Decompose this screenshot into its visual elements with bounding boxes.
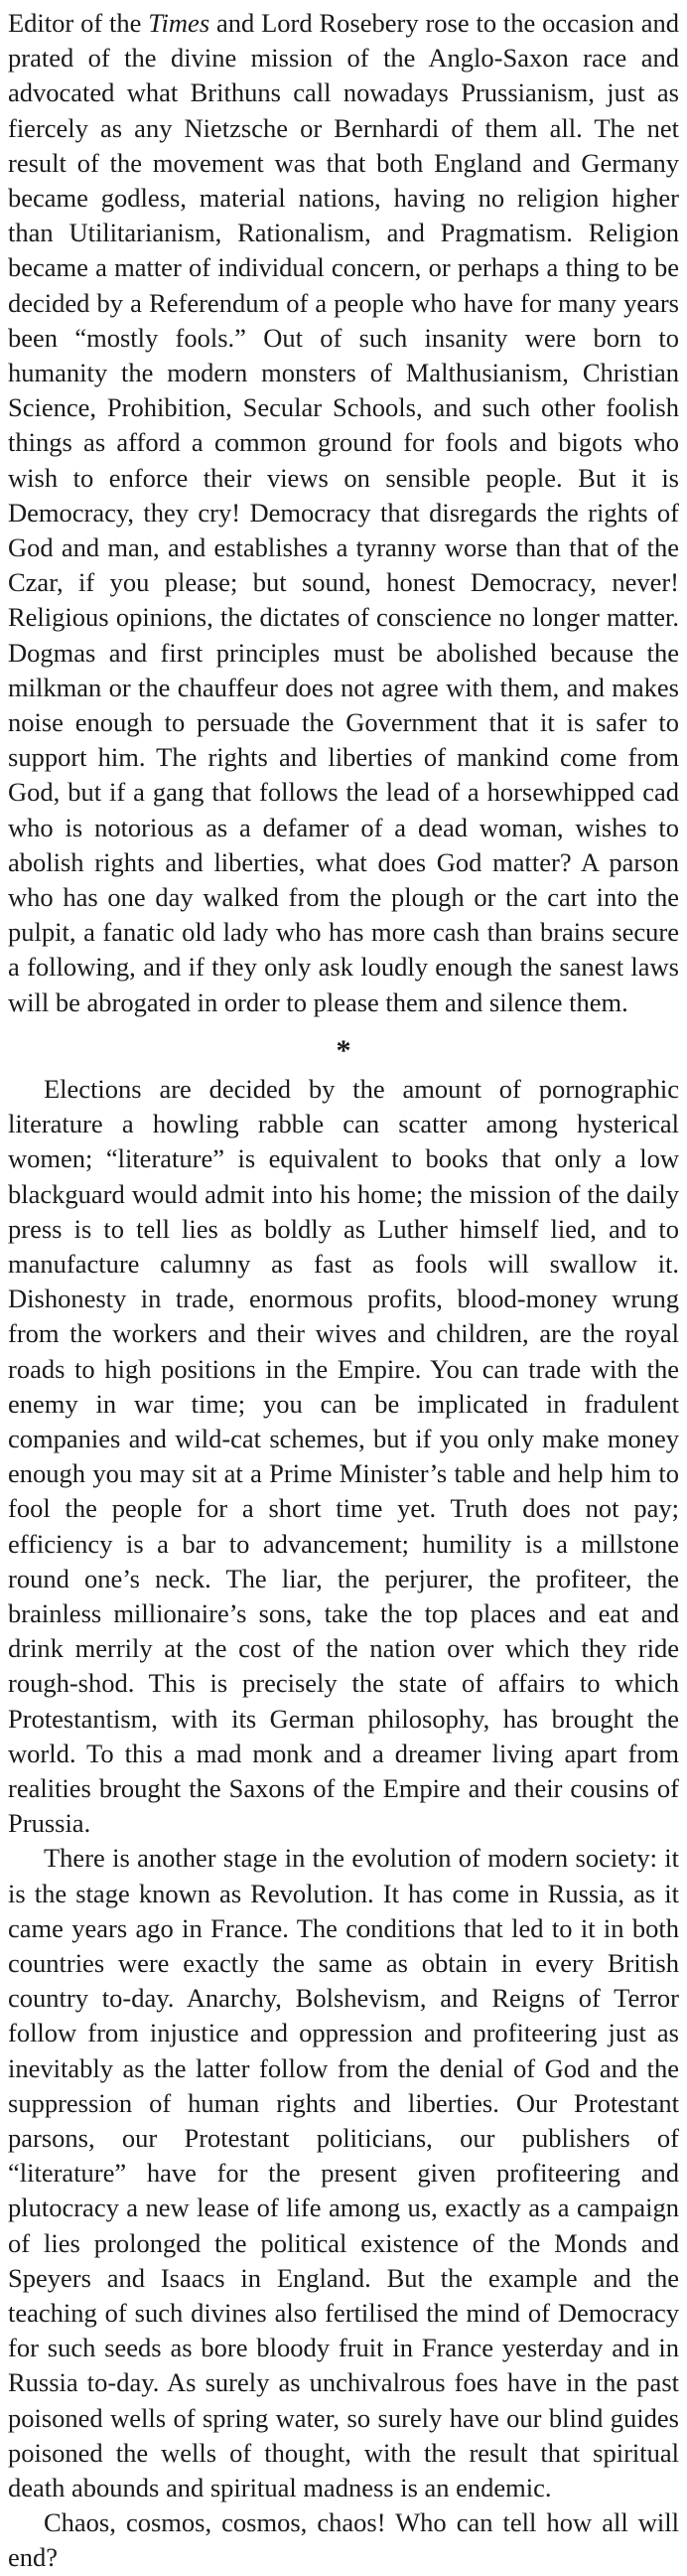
section-separator: * [336, 1033, 351, 1067]
paragraph-1-start: Editor of the [8, 8, 149, 38]
paragraph-3: There is another stage in the evolution of modern society: it is the stage known as Revolution. It has come in Russia, as it came years ago in France. The conditions that led to it in both countries were exactly the same as obtain in every British country to-day. Anarchy, Bolshevism, and Reigns of Terror follow from injustice and oppression and profiteering just as inevitably as the latter follow from the denial of God and the suppression of human rights and liberties. Our Protestant parsons, our Protestant politicians, our publishers of “literature” have for the present given profiteering and plutocracy a new lease of life among us, exactly as a campaign of lies prolonged the political existence of the Monds and Speyers and Isaacs in England. But the example and the teaching of such divines also fertilised the mind of Democracy for such seeds as bore bloody fruit in France yesterday and in Russia to-day. As surely as unchivalrous foes have in the past poisoned wells of spring water, so surely have our blind guides poisoned the wells of thought, with the result that spiritual death abounds and spiritual madness is an endemic. [8, 1843, 679, 2503]
spacer [8, 1020, 679, 1026]
paragraph-1 [8, 6, 679, 1020]
paragraph-4: Chaos, cosmos, cosmos, chaos! Who can tell how all will end? [8, 2507, 679, 2573]
times-title: Times [148, 8, 210, 38]
paragraph-2: Elections are decided by the amount of pornographic literature a howling rabble can scatter among hysterical women; “literature” is equivalent to books that only a low blackguard would admit into his home; the mission of the daily press is to tell lies as boldly as Luther himself lied, and to manufacture calumny as fast as fools will swallow it. Dishonesty in trade, enormous profits, blood-money wrung from the workers and their wives and children, are the royal roads to high positions in the Empire. You can trade with the enemy in war time; you can be implicated in fradulent companies and wild-cat schemes, but if you only make money enough you may sit at a Prime Minister’s table and help him to fool the people for a short time yet. Truth does not pay; efficiency is a bar to advancement; humility is a millstone round one’s neck. The liar, the perjurer, the profiteer, the brainless millionaire’s sons, take the top places and eat and drink merrily at the cost of the nation over which they ride rough-shod. This is precisely the state of affairs to which Protestantism, with its German philosophy, has brought the world. To this a mad monk and a dreamer living apart from realities brought the Saxons of the Empire and their cousins of Prussia. [8, 1073, 679, 1839]
paragraph-1-rest: and Lord Rosebery rose to the occasion and prated of the divine mission of the Anglo-Saxon race and advocated what Brithuns call nowadays Prussianism, just as fiercely as any Nietzsche or Bernhardi of them all. The net result of the movement was that both England and Germany became godless, material nations, having no religion higher than Utilitarianism, Rationalism, and Pragmatism. Religion became a matter of individual concern, or perhaps a thing to be decided by a Referendum of a people who have for many years been “mostly fools.” Out of such insanity were born to humanity the modern monsters of Malthusianism, Christian Science, Prohibition, Secular Schools, and such other foolish things as afford a common ground for fools and bigots who wish to enforce their views on sensible people. But it is Democracy, they cry! Democracy that disregards the rights of God and man, and establishes a tyranny worse than that of the Czar, if you please; but sound, honest Democracy, never! Religious opinions, the dictates of conscience no longer matter. Dogmas and first principles must be abolished because the milkman or the chauffeur does not agree with them, and makes noise enough to persuade the Government that it is safer to support him. The rights and liberties of mankind come from God, but if a gang that follows the lead of a horsewhipped cad who is notorious as a defamer of a dead woman, wishes to abolish rights and liberties, what does God matter? A parson who has one day walked from the plough or the cart into the pulpit, a fanatic old lady who has more cash than brains secure a following, and if they only ask loudly enough the sanest laws will be abrogated in order to please them and silence them. [8, 8, 679, 1017]
